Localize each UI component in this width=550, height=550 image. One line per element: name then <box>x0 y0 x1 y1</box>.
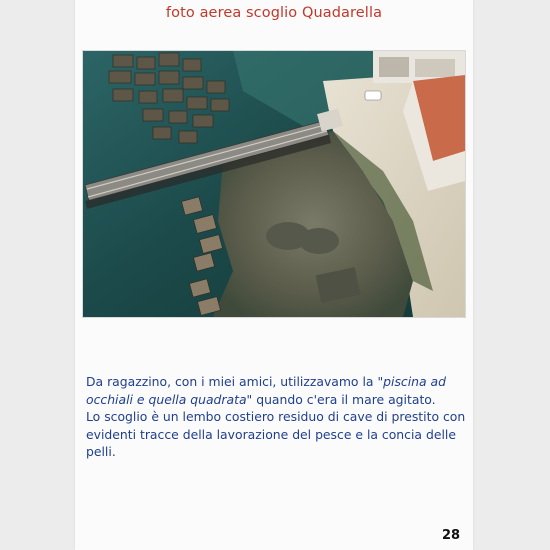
page-title: foto aerea scoglio Quadarella <box>165 5 383 21</box>
paragraph-1: Da ragazzino, con i miei amici, utilizzavamo la "piscina ad occhiali e quella quadrata" quando c'era il mare agitato. <box>86 374 446 407</box>
aerial-photo-illustration <box>83 51 465 317</box>
aerial-photo <box>82 50 466 318</box>
paragraph-2: Lo scoglio è un lembo costiero residuo di cave di prestito con evidenti tracce della lavorazione del pesce e la concia delle pelli. <box>86 409 466 459</box>
body-text <box>86 373 466 461</box>
page-number: 28 <box>442 528 461 543</box>
italic-quote: "piscina ad occhiali e quella quadrata" <box>86 374 446 407</box>
